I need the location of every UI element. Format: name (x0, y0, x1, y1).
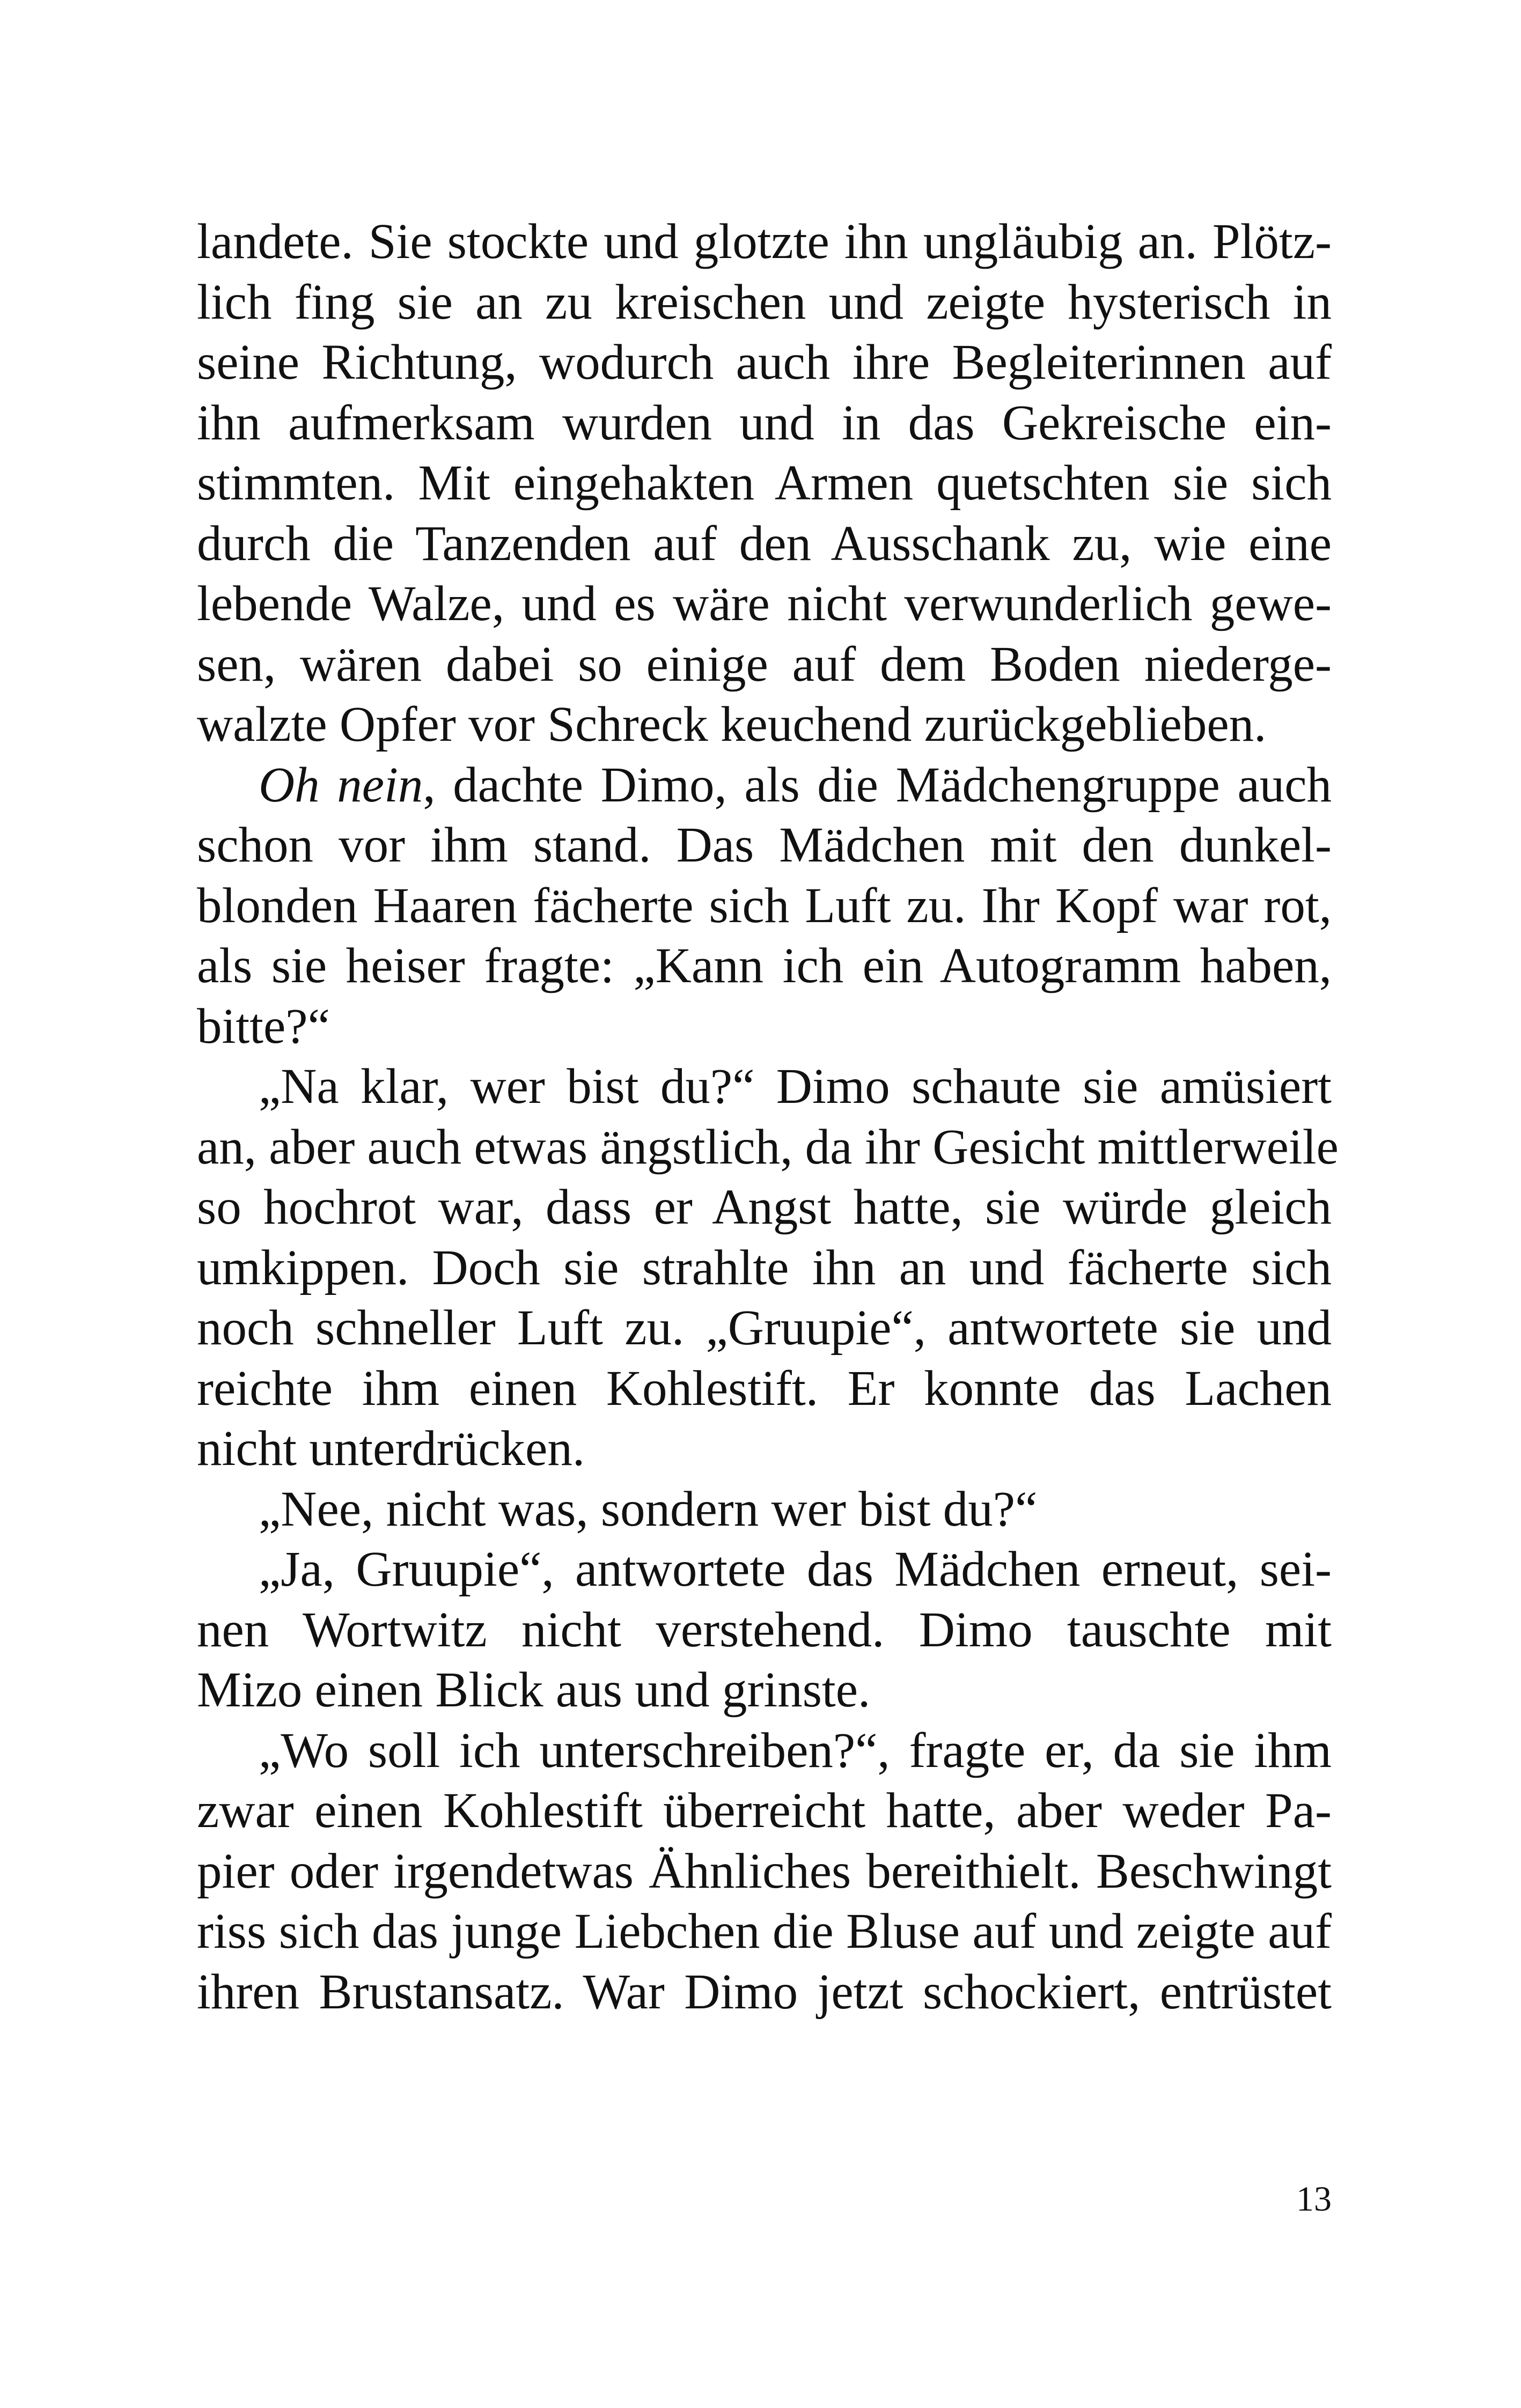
paragraph (197, 1540, 1332, 1721)
text-line: noch schneller Luft zu. „Gruupie“, antwortete sie und (197, 1300, 1332, 1356)
text-line: walzte Opfer vor Schreck keuchend zurückgeblieben. (197, 697, 1267, 752)
text-line: „Wo soll ich unterschreiben?“, fragte er, da sie ihm (259, 1722, 1332, 1778)
text-line: sen, wären dabei so einige auf dem Boden niederge- (197, 636, 1332, 692)
text-line: ihren Brustansatz. War Dimo jetzt schockiert, entrüstet (197, 1964, 1332, 2020)
text-line: „Na klar, wer bist du?“ Dimo schaute sie amüsiert (259, 1059, 1332, 1114)
text-line: Mizo einen Blick aus und grinste. (197, 1662, 871, 1718)
text-line: reichte ihm einen Kohlestift. Er konnte das Lachen (197, 1360, 1332, 1416)
text-line: „Ja, Gruupie“, antwortete das Mädchen erneut, sei- (259, 1542, 1332, 1597)
text-line: nen Wortwitz nicht verstehend. Dimo tauschte mit (197, 1602, 1332, 1658)
text-line: nicht unterdrücken. (197, 1421, 585, 1476)
text-line: schon vor ihm stand. Das Mädchen mit den dunkel- (197, 818, 1332, 873)
text-line: stimmten. Mit eingehakten Armen quetschten sie sich (197, 455, 1332, 511)
text-line: an, aber auch etwas ängstlich, da ihr Gesicht mittlerweile (197, 1119, 1339, 1175)
page-number: 13 (1296, 2179, 1332, 2219)
text-line: bitte?“ (197, 998, 330, 1054)
text-line: landete. Sie stockte und glotzte ihn ungläubig an. Plötz- (197, 214, 1332, 269)
text-line: als sie heiser fragte: „Kann ich ein Autogramm haben, (197, 938, 1332, 993)
text-line (197, 755, 1332, 816)
text-line: pier oder irgendetwas Ähnliches bereithielt. Beschwingt (197, 1843, 1332, 1899)
text-line: riss sich das junge Liebchen die Bluse auf und zeigte auf (197, 1904, 1332, 1959)
text-line: „Nee, nicht was, sondern wer bist du?“ (259, 1481, 1038, 1537)
text-line: seine Richtung, wodurch auch ihre Begleiterinnen auf (197, 335, 1332, 390)
text-line: zwar einen Kohlestift überreicht hatte, aber weder Pa- (197, 1783, 1332, 1838)
paragraph (197, 212, 1332, 755)
paragraph (197, 1721, 1332, 2023)
text-line: durch die Tanzenden auf den Ausschank zu, wie eine (197, 516, 1332, 571)
text-line: lebende Walze, und es wäre nicht verwunderlich gewe- (197, 576, 1332, 631)
paragraph (197, 755, 1332, 1057)
text-line: so hochrot war, dass er Angst hatte, sie würde gleich (197, 1180, 1332, 1235)
text-run: , dachte Dimo, als die Mädchengruppe auch (423, 757, 1332, 813)
text-line: umkippen. Doch sie strahlte ihn an und fächerte sich (197, 1240, 1332, 1295)
text-line: lich fing sie an zu kreischen und zeigte hysterisch in (197, 274, 1332, 330)
paragraph (197, 1057, 1339, 1479)
paragraph (197, 1479, 1332, 1540)
text-line: ihn aufmerksam wurden und in das Gekreische ein- (197, 395, 1332, 451)
italic-phrase: Oh nein (259, 757, 423, 813)
body-text (197, 212, 1339, 2022)
text-line: blonden Haaren fächerte sich Luft zu. Ihr Kopf war rot, (197, 878, 1332, 933)
